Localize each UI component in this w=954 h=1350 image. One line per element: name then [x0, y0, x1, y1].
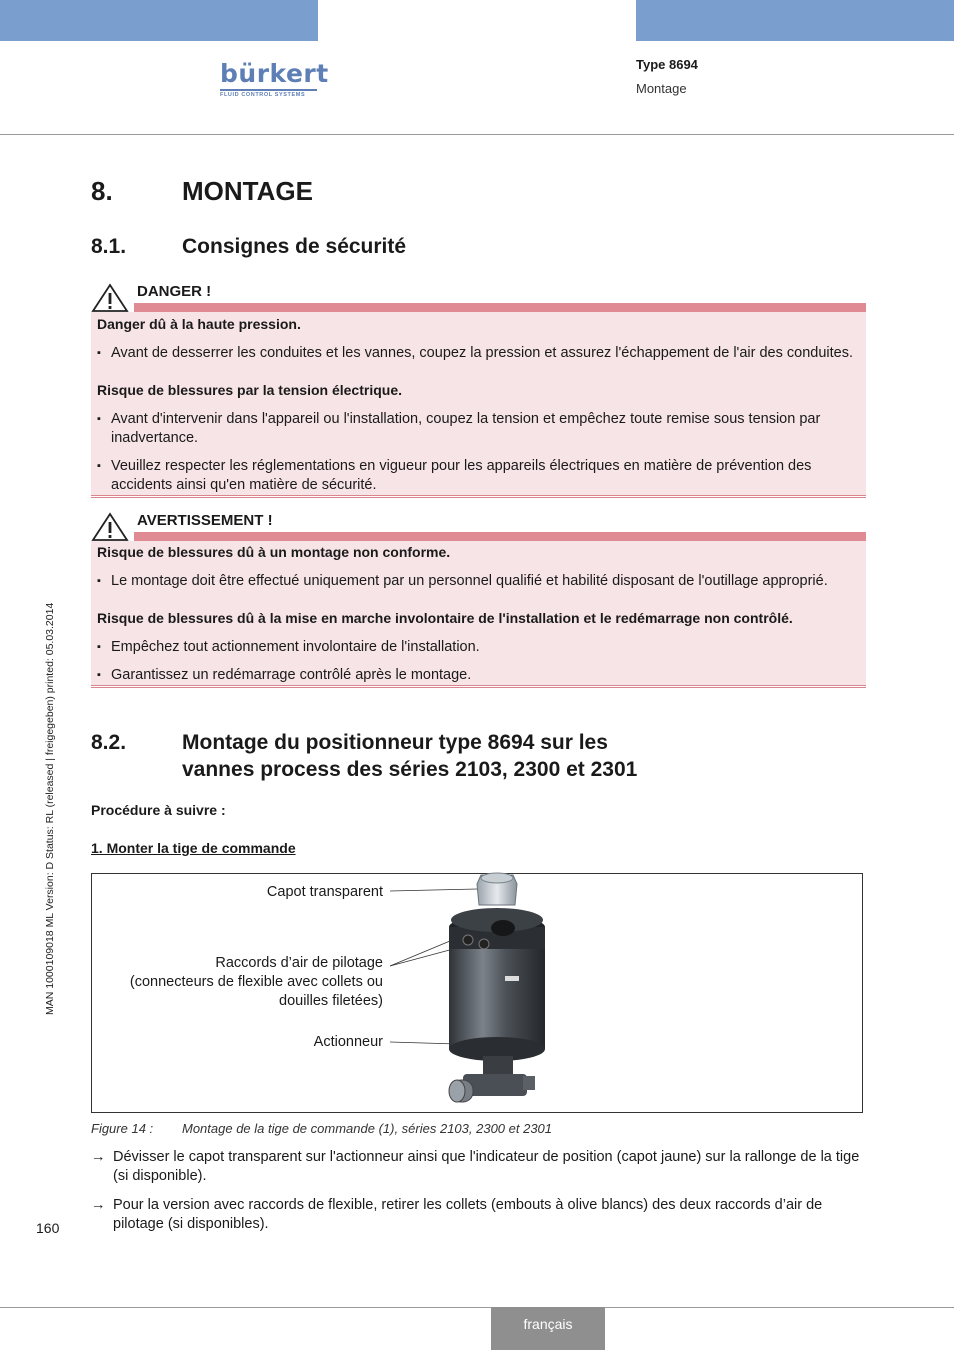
list-item: ▪ Garantissez un redémarrage contrôlé après le montage.: [97, 667, 472, 683]
instruction-step: → Pour la version avec raccords de flexible, retirer les collets (embouts à olive blancs) des deux raccords d’air de pilotage (si disponibles).: [91, 1197, 823, 1232]
list-item: ▪ Avant de desserrer les conduites et les vannes, coupez la pression et assurez l'échappement de l'air des conduites.: [97, 345, 853, 361]
callout-actionneur: Actionneur: [313, 1034, 383, 1050]
header-divider: [0, 134, 954, 135]
callout-capot: Capot transparent: [266, 884, 383, 900]
header-bar-left: [0, 0, 318, 41]
list-item: ▪ Empêchez tout actionnement involontaire de l'installation.: [97, 639, 480, 655]
procedure-label: Procédure à suivre :: [91, 802, 226, 818]
chapter-title: MONTAGE: [182, 176, 313, 206]
arrow-right-icon: →: [91, 1149, 106, 1165]
section-number: 8.1.: [91, 235, 127, 258]
doc-type: Type 8694: [636, 57, 698, 72]
danger-bar: [134, 303, 866, 312]
side-metadata: MAN 1000109018 ML Version: D Status: RL (released | freigegeben) printed: 05.03.2014: [44, 602, 56, 1015]
warning-label: AVERTISSEMENT !: [137, 512, 273, 529]
actuator-illustration: [385, 870, 565, 1115]
section-number: 8.2.: [91, 731, 127, 754]
step-heading: 1. Monter la tige de commande: [91, 840, 296, 856]
list-item: ▪ Veuillez respecter les réglementations en vigueur pour les appareils électriques en matière de prévention des accidents ainsi qu'en matière de sécurité.: [97, 458, 812, 493]
list-item: ▪ Le montage doit être effectué uniquement par un personnel qualifié et habilité disposant de l'outillage approprié.: [97, 573, 828, 589]
danger-label: DANGER !: [137, 283, 212, 300]
callout-raccords: Raccords d’air de pilotage (connecteurs de flexible avec collets ou douilles filetées): [129, 955, 383, 1009]
header-bar-right: [636, 0, 954, 41]
figure-caption-text: Montage de la tige de commande (1), séries 2103, 2300 et 2301: [182, 1121, 553, 1136]
section-title-line1: Montage du positionneur type 8694 sur les: [182, 731, 608, 754]
section-title: Consignes de sécurité: [182, 235, 407, 258]
footer-divider: [0, 1307, 954, 1308]
brand-name: bürkert: [220, 59, 329, 88]
danger-heading-1: Danger dû à la haute pression.: [97, 316, 301, 332]
danger-box-rule: [91, 497, 866, 498]
warning-heading-2: Risque de blessures dû à la mise en marche involontaire de l'installation et le redémarrage non contrôlé.: [97, 610, 793, 626]
warning-bar: [134, 532, 866, 541]
language-tab[interactable]: français: [491, 1307, 605, 1350]
danger-heading-2: Risque de blessures par la tension électrique.: [97, 382, 402, 398]
burkert-logo: [220, 59, 329, 98]
warning-triangle-icon: [91, 512, 129, 542]
list-item: ▪ Avant d'intervenir dans l'appareil ou l'installation, coupez la tension et empêchez toute remise sous tension par inadvertance.: [97, 411, 821, 446]
warning-heading-1: Risque de blessures dû à un montage non conforme.: [97, 544, 451, 560]
chapter-number: 8.: [91, 176, 113, 206]
brand-tagline: FLUID CONTROL SYSTEMS: [220, 92, 306, 98]
warning-triangle-icon: [91, 283, 129, 313]
doc-section: Montage: [636, 81, 687, 96]
warning-box-rule: [91, 687, 866, 688]
instruction-step: → Dévisser le capot transparent sur l'actionneur ainsi que l'indicateur de position (capot jaune) sur la rallonge de la tige (si disponible).: [91, 1149, 860, 1184]
section-title-line2: vannes process des séries 2103, 2300 et 2301: [182, 758, 638, 781]
figure-caption-label: Figure 14 :: [91, 1121, 154, 1136]
arrow-right-icon: →: [91, 1197, 106, 1213]
page-number: 160: [36, 1220, 60, 1236]
